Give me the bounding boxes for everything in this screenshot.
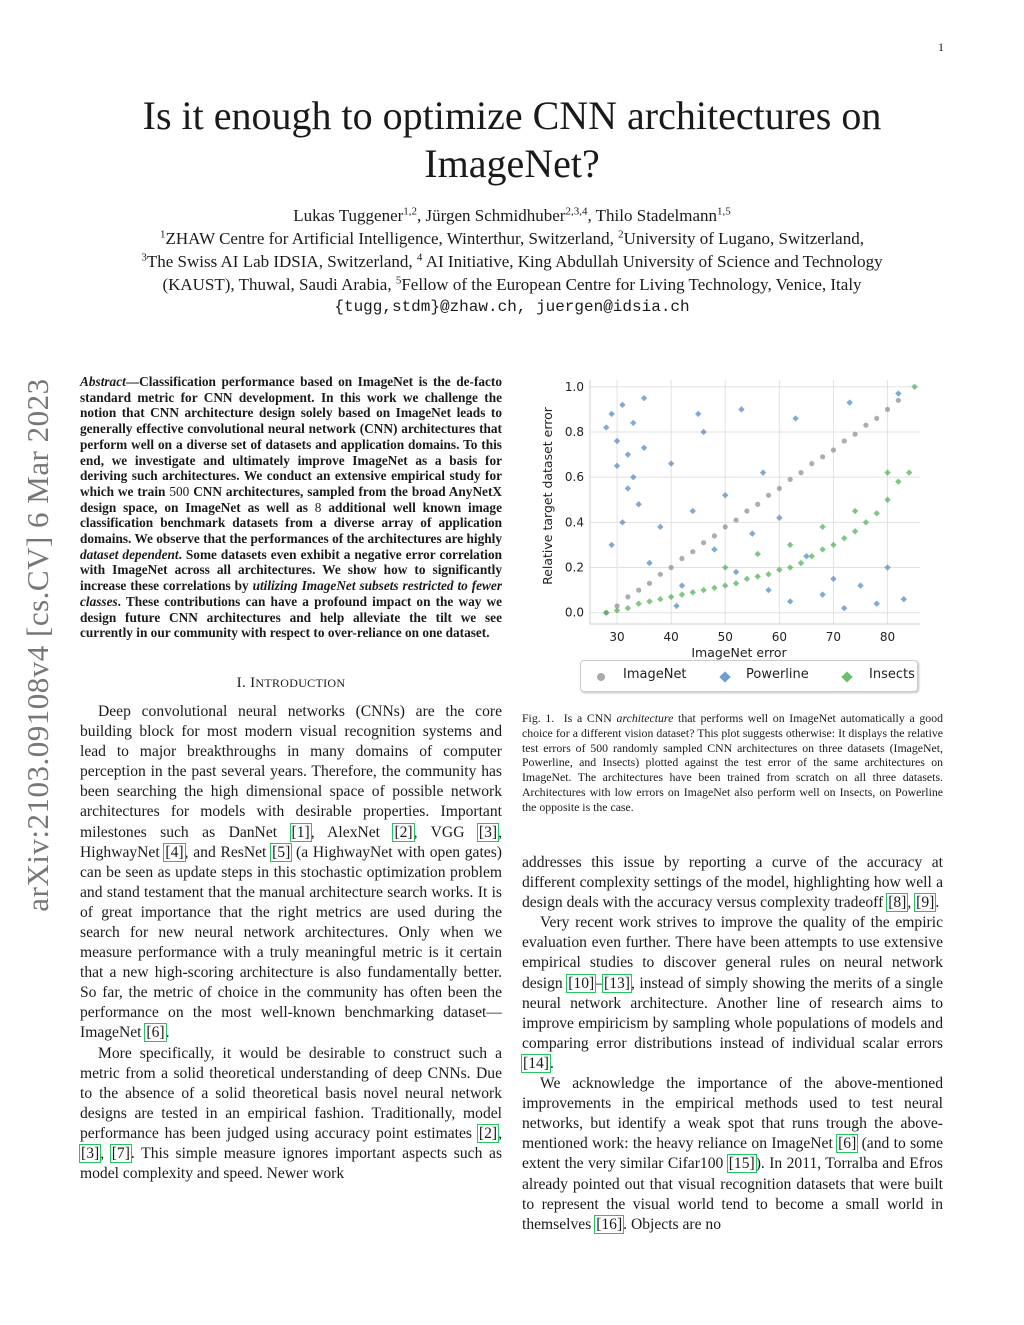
text: (and to some extent the very similar Cifar100 xyxy=(522,1135,943,1173)
point-imagenet xyxy=(679,556,684,561)
point-insects xyxy=(841,535,847,541)
point-powerline xyxy=(884,564,890,570)
abstract-number: 500 xyxy=(169,483,190,499)
point-powerline xyxy=(619,519,625,525)
x-tick-label: 60 xyxy=(771,630,787,644)
text: . Objects are no xyxy=(623,1215,722,1233)
point-insects xyxy=(635,600,641,606)
point-insects xyxy=(852,528,858,534)
page-number: 1 xyxy=(938,40,944,54)
citation-link[interactable]: [15] xyxy=(728,1155,755,1173)
point-insects xyxy=(819,546,825,552)
point-powerline xyxy=(765,587,771,593)
point-insects xyxy=(668,594,674,600)
author-affil: 1,5 xyxy=(717,205,731,218)
point-imagenet xyxy=(712,533,717,538)
point-insects xyxy=(884,469,890,475)
point-imagenet xyxy=(733,517,738,522)
y-axis-label: Relative target dataset error xyxy=(540,407,555,585)
point-powerline xyxy=(819,591,825,597)
citation-link[interactable]: [2] xyxy=(394,823,413,841)
affiliation-line xyxy=(80,273,944,296)
x-tick-label: 80 xyxy=(879,630,896,644)
point-powerline xyxy=(895,390,901,396)
point-imagenet xyxy=(831,447,836,452)
point-insects xyxy=(711,585,717,591)
affil-mark: 1 xyxy=(160,228,166,241)
legend-marker-imagenet xyxy=(597,673,605,681)
citation-link[interactable]: [5] xyxy=(272,843,291,861)
point-powerline xyxy=(722,492,728,498)
point-imagenet xyxy=(842,438,847,443)
caption-label: Fig. 1. xyxy=(522,711,555,725)
point-imagenet xyxy=(852,432,857,437)
abstract-emphasis: dataset dependent xyxy=(80,546,179,562)
point-insects xyxy=(798,560,804,566)
left-column xyxy=(80,374,502,1184)
affil-mark: 5 xyxy=(395,274,402,287)
point-powerline xyxy=(738,406,744,412)
point-powerline xyxy=(711,546,717,552)
citation-link[interactable]: [2] xyxy=(478,1124,498,1142)
point-imagenet xyxy=(755,502,760,507)
point-powerline xyxy=(630,420,636,426)
point-powerline xyxy=(760,469,766,475)
abstract-text: . These contributions can have a profound impact on the way we design future CNN architectures and help alleviate the tilt we see currently in our community with respect to over-reliance on one dataset. xyxy=(80,593,502,641)
text: . xyxy=(935,894,940,912)
point-powerline xyxy=(619,402,625,408)
affiliation: The Swiss AI Lab IDSIA, Switzerland, xyxy=(146,252,413,271)
citation-link[interactable]: [6] xyxy=(146,1024,165,1042)
point-insects xyxy=(874,510,880,516)
point-powerline xyxy=(646,560,652,566)
affil-mark: 3 xyxy=(141,251,147,264)
legend-label-imagenet: ImageNet xyxy=(623,667,687,682)
point-powerline xyxy=(625,485,631,491)
y-tick-label: 0.8 xyxy=(564,424,584,439)
point-powerline xyxy=(841,605,847,611)
point-powerline xyxy=(673,603,679,609)
right-column-text xyxy=(522,853,943,1235)
point-insects xyxy=(690,589,696,595)
point-powerline xyxy=(608,542,614,548)
figure-1-scatter-plot xyxy=(540,372,930,694)
point-powerline xyxy=(787,598,793,604)
citation-link[interactable]: [16] xyxy=(596,1215,623,1233)
citation-link[interactable]: [4] xyxy=(165,843,184,861)
y-tick-label: 0.0 xyxy=(564,605,584,620)
point-insects xyxy=(625,605,631,611)
citation-link[interactable]: [3] xyxy=(81,1145,100,1163)
x-tick-label: 70 xyxy=(825,630,842,644)
point-powerline xyxy=(749,530,755,536)
x-tick-label: 50 xyxy=(717,630,733,644)
text: ). In 2011, Torralba and Efros already pointed out that visual recognition datasets that were built to represent the visual world tend to become a small world in themselves xyxy=(522,1155,944,1233)
text: , AlexNet xyxy=(310,823,394,841)
point-imagenet xyxy=(863,423,868,428)
point-imagenet xyxy=(766,493,771,498)
affiliation: University of Lugano, Switzerland, xyxy=(623,229,864,248)
point-insects xyxy=(657,596,663,602)
text: addresses this issue by reporting a curve of the accuracy at different complexity settings of the model, highlighting how well a design deals with the accuracy versus complexity tradeoff xyxy=(522,854,943,912)
abstract-text: additional well known image classification benchmark datasets from a diverse array of application domains. We observe that the performances of the architectures are highly xyxy=(80,499,502,547)
arxiv-stamp-text: arXiv:2103.09108v4 [cs.CV] 6 Mar 2023 xyxy=(20,378,55,912)
point-insects xyxy=(787,542,793,548)
author-emails: {tugg,stdm}@zhaw.ch, juergen@idsia.ch xyxy=(334,298,690,316)
author-name: Thilo Stadelmann xyxy=(595,206,717,225)
text: Deep convolutional neural networks (CNNs) are the core building block for most modern visual recognition systems and lead to major breakthroughs in many domains of computer perception in the past several years. Therefore, the community has been searching the high dimensional space of possible network architectures for models with desirable properties. Important milestones such as DanNet xyxy=(80,702,502,841)
point-insects xyxy=(911,384,917,390)
paragraph xyxy=(80,702,502,1044)
abstract xyxy=(80,374,502,641)
paragraph xyxy=(522,853,943,913)
text: More specifically, it would be desirable to construct such a metric from a solid theoretical understanding of deep CNNs. Due to the absence of a solid theoretical basis novel neural network designs are tested in an empirical fashion. Traditionally, model performance has been judged using accuracy point estimates xyxy=(80,1044,502,1142)
author-block xyxy=(80,204,944,319)
point-insects xyxy=(765,571,771,577)
point-insects xyxy=(700,587,706,593)
point-imagenet xyxy=(658,572,663,577)
citation-link[interactable]: [14] xyxy=(523,1054,549,1072)
text: , xyxy=(498,1124,502,1142)
affil-mark: 4 xyxy=(416,251,423,264)
point-imagenet xyxy=(777,486,782,491)
citation-link[interactable]: [13] xyxy=(604,974,630,992)
author-name: Lukas Tuggener xyxy=(293,206,404,225)
legend-marker-powerline xyxy=(719,671,730,682)
author-name: Jürgen Schmidhuber xyxy=(425,206,566,225)
text: (a HighwayNet with open gates) can be seen as update steps in this stochastic optimization problem and stand testament that the manual architecture search works. It is of great importance that the right metrics are used during the search for new neural network architectures. Only when we measure performance with a truly meaningful metric is it certain that a new high-scoring architecture is also fundamentally better. So far, the metric of choice in the community has often been the performance on the most well-known benchmarking dataset—ImageNet xyxy=(80,843,502,1042)
point-imagenet xyxy=(798,470,803,475)
point-insects xyxy=(755,551,761,557)
citation-link[interactable]: [9] xyxy=(916,894,935,912)
y-tick-label: 0.6 xyxy=(564,470,584,485)
point-powerline xyxy=(668,460,674,466)
legend-label-powerline: Powerline xyxy=(746,667,809,682)
legend-marker-insects xyxy=(841,671,852,682)
point-insects xyxy=(646,598,652,604)
point-imagenet xyxy=(788,477,793,482)
abstract-text: . Some datasets even exhibit a negative error correlation with ImageNet across all architectures. We show how to significantly increase these correlations by xyxy=(80,546,502,594)
x-tick-label: 40 xyxy=(663,630,679,644)
paper-title: Is it enough to optimize CNN architectures on ImageNet? xyxy=(142,93,882,186)
point-imagenet xyxy=(723,524,728,529)
y-tick-label: 0.4 xyxy=(564,515,584,530)
point-powerline xyxy=(641,445,647,451)
x-tick-label: 30 xyxy=(609,630,625,644)
abstract-text: CNN architectures, sampled from the broad AnyNetX design space, on ImageNet as well as xyxy=(80,483,502,515)
point-powerline xyxy=(857,582,863,588)
point-powerline xyxy=(733,569,739,575)
citation-link[interactable]: [8] xyxy=(888,894,907,912)
point-imagenet xyxy=(820,454,825,459)
text: . This simple measure ignores important aspects such as model complexity and speed. Newer work xyxy=(80,1145,503,1183)
paragraph xyxy=(80,1044,502,1185)
point-imagenet xyxy=(669,565,674,570)
point-insects xyxy=(679,591,685,597)
figure-caption xyxy=(522,711,943,815)
point-powerline xyxy=(830,576,836,582)
text: – xyxy=(595,974,603,992)
point-insects xyxy=(809,553,815,559)
point-insects xyxy=(830,542,836,548)
text: . xyxy=(549,1054,554,1072)
citation-link[interactable]: [10] xyxy=(568,974,595,992)
abstract-label: Abstract xyxy=(80,374,126,389)
point-imagenet xyxy=(874,416,879,421)
citation-link[interactable]: [7] xyxy=(111,1145,130,1163)
point-imagenet xyxy=(809,461,814,466)
point-insects xyxy=(755,573,761,579)
text: We acknowledge the importance of the above-mentioned improvements in the empirical methods used to test neural networks, but identify a weak spot that runs trough the above-mentioned work: the heavy reliance on ImageNet xyxy=(522,1075,943,1153)
point-powerline xyxy=(901,596,907,602)
point-insects xyxy=(906,469,912,475)
point-powerline xyxy=(690,508,696,514)
text: , instead of simply showing the merits of a single neural network architecture. Another line of research aims to improve empiricism by sampling whole populations of models and comparing error distributions instead of individual scalar errors xyxy=(522,974,943,1052)
caption-text: that performs well on ImageNet automatically a good choice for a different vision dataset? This plot suggests otherwise: It displays the relative test errors of 500 randomly sampled CNN architectures on three datasets (ImageNet, Powerline, and Insects) plotted against the test error of the same architectures on ImageNet. The architectures have been trained from scratch on all three datasets. Architectures with low errors on ImageNet also perform well on Insects, on Powerline the opposite is the case. xyxy=(522,711,944,814)
point-powerline xyxy=(679,582,685,588)
point-insects xyxy=(603,610,609,616)
text: , xyxy=(100,1145,111,1163)
y-tick-label: 0.2 xyxy=(564,560,584,575)
abstract-number: 8 xyxy=(314,499,322,515)
affiliation-line xyxy=(80,227,944,250)
affiliation: ZHAW Centre for Artificial Intelligence, Winterthur, Switzerland, xyxy=(165,229,614,248)
chart-legend xyxy=(580,660,918,692)
point-insects xyxy=(733,580,739,586)
section-heading xyxy=(80,675,502,692)
point-insects xyxy=(884,497,890,503)
paragraph xyxy=(522,1074,943,1235)
section-title-initial: I xyxy=(250,674,256,691)
paragraph xyxy=(522,913,943,1074)
point-insects xyxy=(819,524,825,530)
section-number: I. xyxy=(236,674,247,691)
x-axis-label: ImageNet error xyxy=(691,645,787,660)
point-imagenet xyxy=(647,581,652,586)
y-tick-label: 1.0 xyxy=(564,379,584,394)
intro-text xyxy=(80,702,502,1184)
caption-text: Is a CNN xyxy=(563,711,617,725)
point-powerline xyxy=(608,411,614,417)
point-imagenet xyxy=(690,549,695,554)
affiliation: (KAUST), Thuwal, Saudi Arabia, xyxy=(162,275,392,294)
point-insects xyxy=(722,582,728,588)
point-powerline xyxy=(700,429,706,435)
section-title-rest: NTRODUCTION xyxy=(255,675,346,690)
abstract-text: —Classification performance based on ImageNet is the de-facto standard metric for CNN development. In this work we challenge the notion that CNN architecture design solely based on ImageNet leads to generally effective convolutional neural network (CNN) architectures that perform well on a diverse set of datasets and application domains. To this end, we investigate and ultimately improve ImageNet as a basis for deriving such architectures. We conduct an extensive empirical study for which we train xyxy=(80,374,502,499)
point-imagenet xyxy=(896,398,901,403)
point-insects xyxy=(852,508,858,514)
point-powerline xyxy=(630,474,636,480)
caption-emphasis: architecture xyxy=(616,711,674,725)
point-powerline xyxy=(625,451,631,457)
legend-label-insects: Insects xyxy=(869,667,915,682)
arxiv-stamp xyxy=(16,355,60,935)
point-imagenet xyxy=(885,407,890,412)
point-insects xyxy=(863,519,869,525)
abstract-emphasis: utilizing ImageNet subsets restricted to fewer classes xyxy=(80,578,502,609)
point-imagenet xyxy=(744,508,749,513)
author-affil: 2,3,4 xyxy=(565,205,588,218)
citation-link[interactable]: [3] xyxy=(478,823,498,841)
citation-link[interactable]: [1] xyxy=(291,823,310,841)
text: , xyxy=(907,894,916,912)
point-insects xyxy=(895,478,901,484)
point-powerline xyxy=(846,399,852,405)
affil-mark: 2 xyxy=(618,228,624,241)
text: Very recent work strives to improve the quality of the empiric evaluation even further. There have been attempts to use extensive empirical studies to discover general rules on neural network design xyxy=(522,914,943,992)
point-powerline xyxy=(641,395,647,401)
affiliation: AI Initiative, King Abdullah University of Science and Technology xyxy=(425,252,883,271)
point-insects xyxy=(722,564,728,570)
point-powerline xyxy=(776,515,782,521)
citation-link[interactable]: [6] xyxy=(838,1135,857,1153)
author-affil: 1,2 xyxy=(403,205,418,218)
point-insects xyxy=(787,564,793,570)
point-imagenet xyxy=(636,588,641,593)
point-imagenet xyxy=(625,594,630,599)
text: . xyxy=(165,1024,170,1042)
point-powerline xyxy=(614,438,620,444)
point-insects xyxy=(744,576,750,582)
point-powerline xyxy=(792,415,798,421)
point-powerline xyxy=(603,424,609,430)
point-powerline xyxy=(635,501,641,507)
text: , and ResNet xyxy=(184,843,272,861)
affiliation-line xyxy=(80,250,944,273)
point-powerline xyxy=(874,600,880,606)
author-line: Lukas Tuggener$^{1,2}$, Jürgen Schmidhuber$^{2,3,4}$, Thilo Stadelmann$^{1,5}$ xyxy=(293,205,731,225)
point-imagenet xyxy=(701,540,706,545)
point-powerline xyxy=(657,524,663,530)
point-powerline xyxy=(614,463,620,469)
point-powerline xyxy=(695,411,701,417)
text: , HighwayNet xyxy=(80,823,502,861)
text: , VGG xyxy=(413,823,478,841)
affiliation: Fellow of the European Centre for Living Technology, Venice, Italy xyxy=(401,275,862,294)
